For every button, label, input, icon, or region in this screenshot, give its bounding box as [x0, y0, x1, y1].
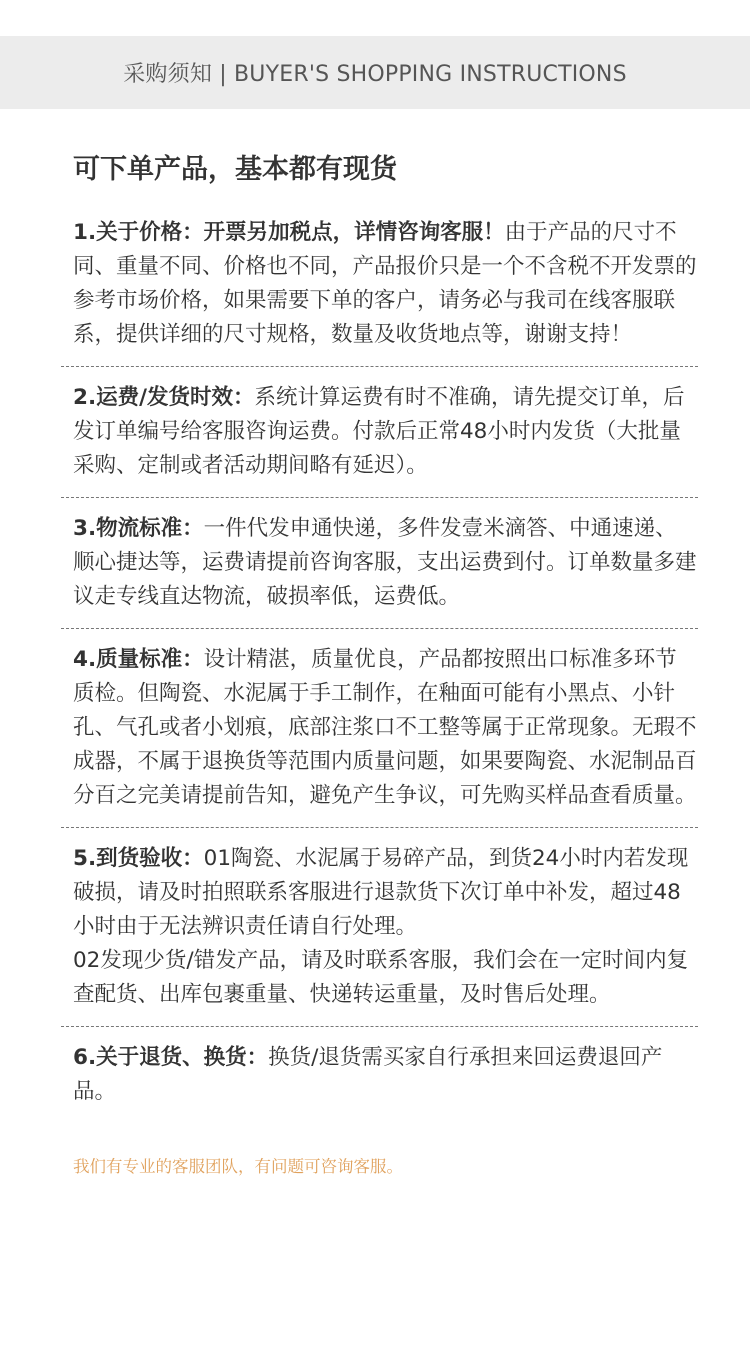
section-label: 2.运费/发货时效： — [73, 385, 255, 410]
section-returns — [73, 1027, 698, 1123]
divider — [61, 497, 698, 498]
section-label: 1.关于价格：开票另加税点，详情咨询客服！ — [73, 220, 505, 245]
divider — [61, 1026, 698, 1027]
section-text: 一件代发申通快递，多件发壹米滴答、中通速递、顺心捷达等，运费请提前咨询客服，支出运费到付。订单数量多建议走专线直达物流，破损率低，运费低。 — [73, 516, 697, 609]
section-text: 由于产品的尺寸不同、重量不同、价格也不同，产品报价只是一个不含税不开发票的参考市场价格，如果需要下单的客户，请务必与我司在线客服联系，提供详细的尺寸规格，数量及收货地点等，谢谢支持！ — [73, 220, 697, 347]
section-label: 6.关于退货、换货： — [73, 1045, 269, 1070]
header-title: 采购须知 | BUYER'S SHOPPING INSTRUCTIONS — [123, 62, 627, 87]
section-logistics — [73, 498, 698, 628]
instructions-content — [73, 150, 698, 1179]
section-shipping — [73, 367, 698, 497]
page-title: 可下单产品，基本都有现货 — [73, 154, 397, 185]
section-text: 设计精湛，质量优良，产品都按照出口标准多环节质检。但陶瓷、水泥属于手工制作，在釉面可能有小黑点、小针孔、气孔或者小划痕，底部注浆口不工整等属于正常现象。无瑕不成器，不属于退换货等范围内质量问题，如果要陶瓷、水泥制品百分百之完美请提前告知，避免产生争议，可先购买样品查看质量。 — [73, 647, 697, 808]
section-label: 4.质量标准： — [73, 647, 204, 672]
section-acceptance — [73, 828, 698, 1026]
section-text-2: 02发现少货/错发产品，请及时联系客服，我们会在一定时间内复查配货、出库包裹重量、快递转运重量，及时售后处理。 — [73, 948, 689, 1007]
section-price — [73, 216, 698, 366]
section-quality — [73, 629, 698, 827]
section-label: 5.到货验收： — [73, 846, 204, 871]
divider — [61, 827, 698, 828]
footer-note: 我们有专业的客服团队，有问题可咨询客服。 — [73, 1157, 403, 1176]
divider — [61, 366, 698, 367]
divider — [61, 628, 698, 629]
section-text: 01陶瓷、水泥属于易碎产品，到货24小时内若发现破损，请及时拍照联系客服进行退款货下次订单中补发，超过48小时由于无法辨识责任请自行处理。 — [73, 846, 689, 939]
section-label: 3.物流标准： — [73, 516, 204, 541]
header-bar — [0, 36, 750, 109]
section-text: 系统计算运费有时不准确，请先提交订单，后发订单编号给客服咨询运费。付款后正常48小时内发货（大批量采购、定制或者活动期间略有延迟）。 — [73, 385, 685, 478]
section-text: 换货/退货需买家自行承担来回运费退回产品。 — [73, 1045, 663, 1104]
